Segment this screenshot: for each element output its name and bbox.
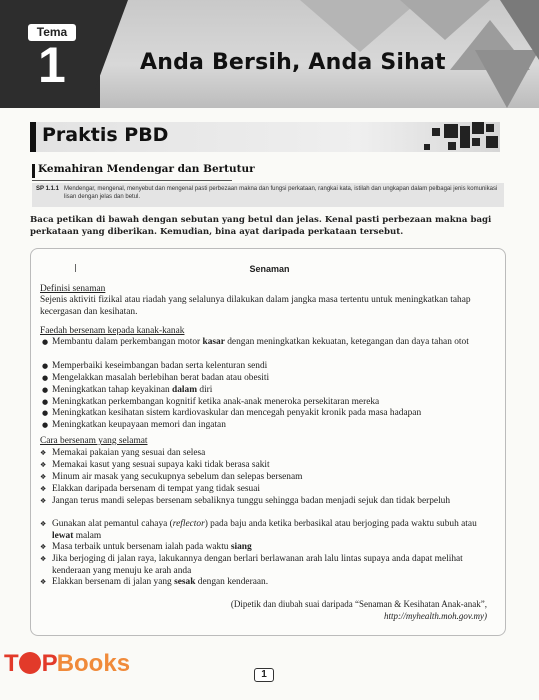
ways-heading: Cara bersenam yang selamat (40, 436, 148, 446)
instruction-text: Baca petikan di bawah dengan sebutan yang betul dan jelas. Kenal pasti perbezaan makna bagi perkataan yang diberikan. Kemudian, bina ayat daripada perkataan tersebut. (30, 215, 492, 237)
definition-text: Sejenis aktiviti fizikal atau riadah yang selalunya dilakukan dalam jangka masa tertentu untuk meningkatkan tahap kecergasan dan kesihatan. (40, 295, 471, 317)
praktis-title: Praktis PBD (42, 124, 169, 146)
source-url: http://myhealth.moh.gov.my) (383, 611, 487, 621)
tema-number: 1 (38, 37, 66, 93)
list-item: Membantu dalam perkembangan motor kasar dengan meningkatkan kekuatan, ketegangan dan daya tahan otot (52, 337, 469, 347)
source-citation (107, 598, 487, 622)
list-item: Minum air masak yang secukupnya sebelum dan selepas bersenam (52, 472, 303, 482)
chapter-title: Anda Bersih, Anda Sihat (140, 50, 446, 75)
standard-text: Mendengar, mengenal, menyebut dan mengenal pasti perbezaan makna dan fungsi perkataan, rangkai kata, istilah dan ungkapan dalam pelbagai jenis komunikasi lisan dengan jelas dan betul. (64, 186, 498, 200)
topbooks-watermark: T PBooks (4, 650, 131, 677)
list-item: Gunakan alat pemantul cahaya (reflector) pada baju anda ketika berbasikal atau berjoging pada waktu subuh atau lewat malam (52, 519, 477, 541)
list-item: Meningkatkan perkembangan kognitif ketika anak-anak meneroka persekitaran mereka (52, 397, 380, 407)
definition-heading: Definisi senaman (40, 284, 106, 294)
watermark-o-icon (19, 652, 41, 674)
list-item: Mengelakkan masalah berlebihan berat badan atau obesiti (52, 373, 270, 383)
list-item: Memperbaiki keseimbangan badan serta kelenturan sendi (52, 361, 268, 371)
list-item: Elakkan bersenam di jalan yang sesak dengan kenderaan. (52, 577, 269, 587)
source-line-1: (Dipetik dan diubah suai daripada “Senaman & Kesihatan Anak-anak”, (230, 599, 487, 609)
passage-title: Senaman (249, 264, 290, 274)
section-heading: Kemahiran Mendengar dan Bertutur (38, 163, 255, 175)
praktis-accent-bar (30, 122, 36, 152)
list-item: Jika berjoging di jalan raya, lakukannya dengan berlari berlawanan arah lalu lintas supaya anda dapat melihat kenderaan yang menuju ke arah anda (52, 554, 463, 576)
list-item: Meningkatkan kesihatan sistem kardiovaskular dan mencegah penyakit kronik pada masa hadapan (52, 408, 422, 418)
benefits-heading: Faedah bersenam kepada kanak-kanak (40, 326, 185, 336)
page-number: 1 (254, 668, 274, 682)
section-accent (32, 164, 35, 178)
standard-code: SP 1.1.1 (36, 186, 59, 192)
section-underline (32, 180, 232, 181)
list-item: Jangan terus mandi selepas bersenam sebaliknya tunggu sehingga badan menjadi sejuk dan tidak berpeluh (52, 496, 451, 506)
tema-label: Tema (28, 24, 76, 41)
list-item: Meningkatkan tahap keyakinan dalam diri (52, 385, 213, 395)
list-item: Meningkatkan keupayaan memori dan ingatan (52, 420, 226, 430)
list-item: Elakkan daripada bersenam di tempat yang tidak sesuai (52, 484, 260, 494)
list-item: Masa terbaik untuk bersenam ialah pada waktu siang (52, 542, 252, 552)
list-item: Memakai kasut yang sesuai supaya kaki tidak berasa sakit (52, 460, 270, 470)
list-item: Memakai pakaian yang sesuai dan selesa (52, 448, 206, 458)
